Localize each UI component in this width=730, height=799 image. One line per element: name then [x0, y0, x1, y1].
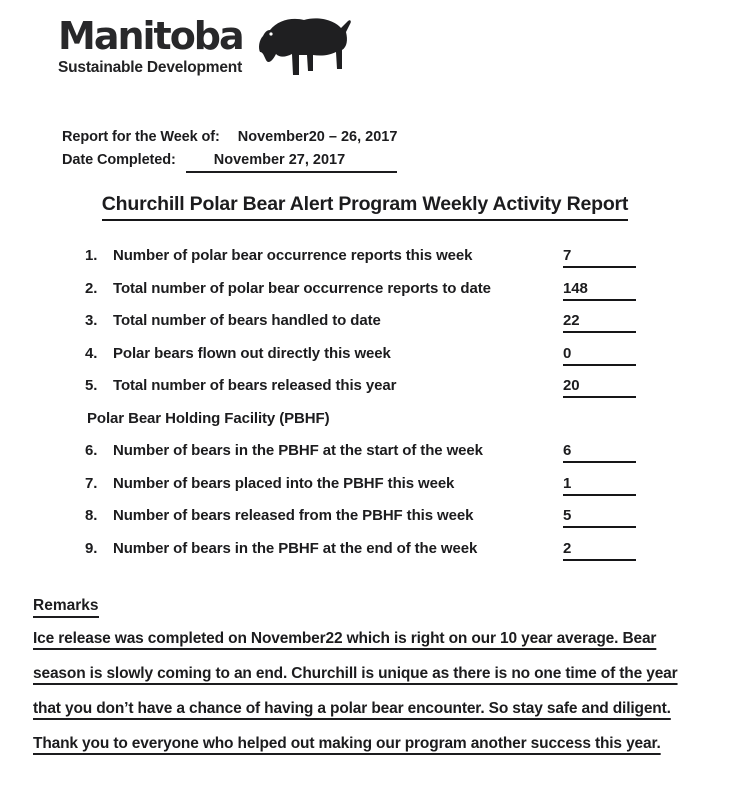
- item-label: Total number of bears handled to date: [113, 312, 381, 329]
- item-value: 20: [563, 377, 636, 398]
- item-number: 5.: [85, 377, 98, 394]
- logo-subtitle: Sustainable Development: [58, 59, 243, 77]
- report-item: [85, 312, 697, 345]
- remarks-line: that you don’t have a chance of having a polar bear encounter. So stay safe and diligent.: [33, 700, 671, 717]
- report-item: [85, 280, 697, 313]
- report-item: [85, 377, 697, 410]
- manitoba-logo: [58, 12, 357, 85]
- item-value: 5: [563, 507, 636, 528]
- item-label: Number of bears in the PBHF at the start of the week: [113, 442, 483, 459]
- item-number: 2.: [85, 279, 98, 297]
- item-label: Number of bears in the PBHF at the end of the week: [113, 539, 478, 557]
- pbhf-section-header: Polar Bear Holding Facility (PBHF): [87, 409, 330, 427]
- item-number: 6.: [85, 442, 98, 459]
- report-item: [85, 540, 697, 573]
- week-of-label: Report for the Week of:: [62, 129, 220, 145]
- date-completed-label: Date Completed:: [62, 152, 176, 168]
- report-title: Churchill Polar Bear Alert Program Weekly Activity Report: [102, 193, 628, 221]
- remarks-header-text: Remarks: [33, 597, 99, 618]
- report-meta: [62, 126, 397, 173]
- item-label: Number of polar bear occurrence reports this week: [113, 247, 473, 264]
- item-label: Total number of polar bear occurrence reports to date: [113, 279, 491, 297]
- item-number: 3.: [85, 312, 98, 329]
- logo-wordmark: Manitoba: [58, 14, 243, 58]
- item-value: 148: [563, 280, 636, 301]
- item-value: 6: [563, 442, 636, 463]
- item-number: 4.: [85, 344, 98, 362]
- remarks-line: Thank you to everyone who helped out making our program another success this year.: [33, 735, 661, 752]
- item-value: 0: [563, 345, 636, 366]
- date-completed-line: [62, 149, 397, 173]
- remarks-line: Ice release was completed on November22 which is right on our 10 year average. Bear: [33, 630, 657, 647]
- week-of-value: November20 – 26, 2017: [237, 129, 398, 145]
- report-item: [85, 475, 697, 508]
- item-label: Total number of bears released this year: [113, 377, 397, 394]
- item-number: 9.: [85, 539, 98, 557]
- report-item: [85, 442, 697, 475]
- item-value: 2: [563, 540, 636, 561]
- item-label: Polar bears flown out directly this week: [113, 344, 391, 362]
- remarks-body: [33, 621, 719, 761]
- item-value: 22: [563, 312, 636, 333]
- item-value: 7: [563, 247, 636, 268]
- report-item: [85, 345, 697, 378]
- date-completed-value: November 27, 2017: [186, 151, 397, 173]
- remarks-header: [33, 597, 99, 618]
- report-item: [85, 507, 697, 540]
- report-item: [85, 247, 697, 280]
- item-label: Number of bears released from the PBHF this week: [113, 507, 474, 524]
- week-of-line: [62, 126, 397, 149]
- bison-icon: [251, 14, 357, 85]
- remarks-line: season is slowly coming to an end. Churchill is unique as there is no one time of the year: [33, 665, 678, 682]
- item-label: Number of bears placed into the PBHF this week: [113, 474, 455, 492]
- item-number: 8.: [85, 507, 98, 524]
- report-items: [85, 247, 697, 572]
- item-value: 1: [563, 475, 636, 496]
- item-number: 7.: [85, 474, 98, 492]
- item-number: 1.: [85, 247, 98, 264]
